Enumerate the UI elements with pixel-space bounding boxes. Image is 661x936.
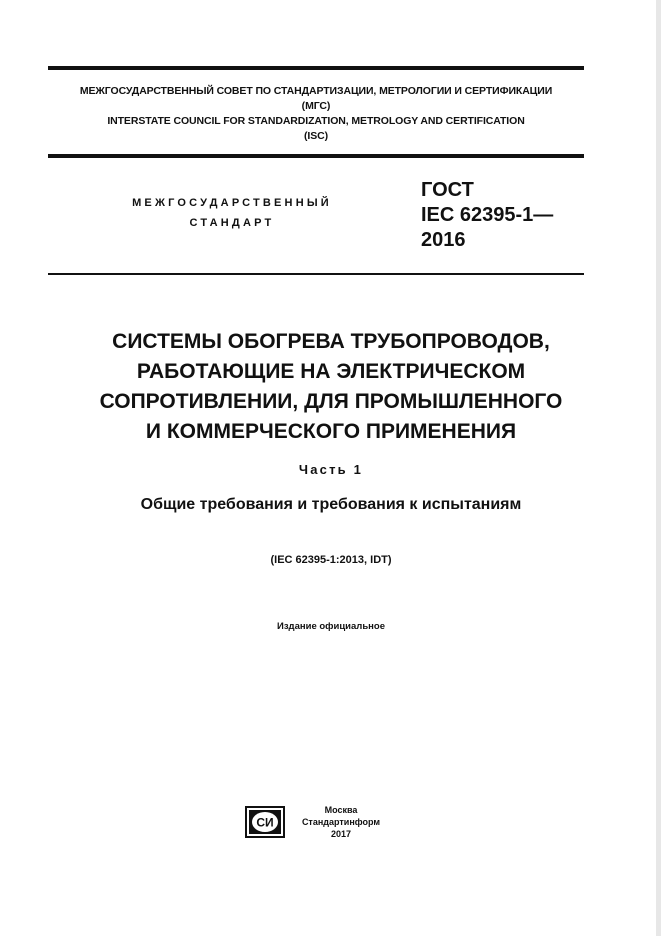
title-line2: РАБОТАЮЩИЕ НА ЭЛЕКТРИЧЕСКОМ [136,360,526,383]
publisher-city: Москва [324,805,358,815]
publisher-name: Стандартинформ [301,817,381,827]
publisher-info [296,804,386,840]
council-header [48,84,584,144]
standard-designation [421,178,591,253]
page-edge [656,0,661,936]
standard-type-line2: СТАНДАРТ [189,217,275,229]
part-number: Часть 1 [298,462,364,477]
designation-line3: 2016 [421,229,466,251]
document-subtitle: Общие требования и требования к испытаниям [140,496,522,513]
publisher-logo-text: СИ [256,815,274,830]
edition-label: Издание официальное [277,621,385,632]
publication-year: 2017 [330,829,352,839]
middle-rule [48,154,584,158]
iec-reference: (IEC 62395-1:2013, IDT) [270,554,392,566]
standard-type [96,193,368,233]
council-abbr-ru: (МГС) [301,100,331,112]
council-name-ru: МЕЖГОСУДАРСТВЕННЫЙ СОВЕТ ПО СТАНДАРТИЗАЦИИ, МЕТРОЛОГИИ И СЕРТИФИКАЦИИ [79,85,553,97]
title-line3: СОПРОТИВЛЕНИИ, ДЛЯ ПРОМЫШЛЕННОГО [99,390,563,413]
title-line4: И КОММЕРЧЕСКОГО ПРИМЕНЕНИЯ [145,420,517,443]
standard-type-line1: МЕЖГОСУДАРСТВЕННЫЙ [132,197,332,209]
designation-line1: ГОСТ [421,179,474,201]
top-rule [48,66,584,70]
title-line1: СИСТЕМЫ ОБОГРЕВА ТРУБОПРОВОДОВ, [112,330,550,353]
designation-line2: IEC 62395-1— [421,204,554,226]
publisher-logo [245,806,285,838]
document-title [48,327,614,447]
council-abbr-en: (ISC) [304,130,328,142]
bottom-rule [48,273,584,275]
council-name-en: INTERSTATE COUNCIL FOR STANDARDIZATION, METROLOGY AND CERTIFICATION [107,115,525,127]
